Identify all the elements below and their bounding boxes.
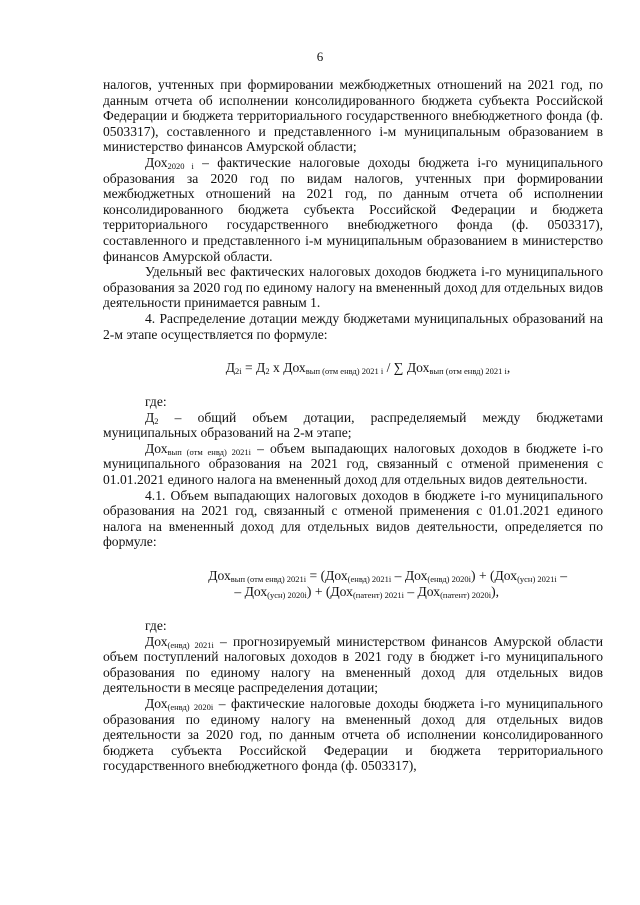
paragraph-continuation: налогов, учтенных при формировании межбюджетных отношений на 2021 год, по данным отчета об исполнении консолидированного бюджета субъекта Российской Федерации и бюджета территориального государственного внебюджетного фонда (ф. 0503317), составленного и представленного i-м муниципальным образованием в министерство финансов Амурской области; xyxy=(103,77,603,155)
term-dox: Дох xyxy=(145,633,168,649)
term-dox: Дох xyxy=(145,440,168,456)
term-subscript: вып (отм енвд) 2021i xyxy=(167,446,251,457)
term-subscript: 2 xyxy=(154,415,159,426)
formula-distribution: $Д_{2i} = Д_2$ х Дох$_{вып (отм енвд) 2021 i}$ / ∑ Дох$_{вып (отм енвд) 2021 i}$, xyxy=(225,360,511,377)
definition-text: – фактические налоговые доходы бюджета i-го муниципального образования по единому налогу на вмененный доход для отдельных видов деятельности за 2020 год, по данным отчета об исполнении консолидированного бюджета субъекта Российской Федерации и бюджета территориального государственного внебюджетного фонда (ф. 0503317), xyxy=(103,696,603,774)
paragraph-envd-2021-definition xyxy=(103,634,603,696)
where-label-2: где: xyxy=(145,618,167,634)
formula-lost-revenue-line1: Дох$_{вып (отм енвд) 2021i}$ = (Дох$_{(енвд) 2021i}$ – Дох$_{(енвд) 2020i}$) + (Дох$_{(усн) 2021i}$ – xyxy=(208,568,567,585)
paragraph-section-4: 4. Распределение дотации между бюджетами муниципальных образований на 2-м этапе осуществляется по формуле: xyxy=(103,310,603,342)
document-body xyxy=(103,77,603,774)
term-subscript: (енвд) 2020i xyxy=(167,702,214,712)
where-label: где: xyxy=(145,394,167,410)
paragraph-d2-definition xyxy=(103,410,603,441)
page-number: 6 xyxy=(316,49,324,64)
paragraph-specific-weight: Удельный вес фактических налоговых доходов бюджета i-го муниципального образования за 2020 год по единому налогу на вмененный доход для отдельных видов деятельности принимается равным 1. xyxy=(103,264,603,311)
formula-lost-revenue-line2: – Дох$_{(усн) 2020i}$) + (Дох$_{(патент) 2021i}$ – Дох$_{(патент) 2020i}$), xyxy=(234,584,499,601)
definition-text: – объем выпадающих налоговых доходов в бюджете i-го муниципального образования на 2021 год, связанный с отменой применения с 01.01.2021 единого налога на вмененный доход для отдельных видов деятельности. xyxy=(103,440,603,488)
paragraph-envd-2020-definition xyxy=(103,696,603,774)
definition-text: – прогнозируемый министерством финансов Амурской области объем поступлений налоговых доходов в 2021 году в бюджет i-го муниципального образования по единому налогу на вмененный доход для отдельных видов деятельности в месяце распределения дотации; xyxy=(103,633,603,696)
paragraph-dox-vyp-definition xyxy=(103,441,603,488)
definition-text: – общий объем дотации, распределяемый между бюджетами муниципальных образований на 2-м этапе; xyxy=(103,409,603,441)
paragraph-section-4-1: 4.1. Объем выпадающих налоговых доходов в бюджете i-го муниципального образования на 2021 год, связанный с отменой применения с 01.01.2021 единого налога на вмененный доход для отдельных видов деятельности, определяется по формуле: xyxy=(103,487,603,550)
definition-text: – фактические налоговые доходы бюджета i-го муниципального образования за 2020 год по видам налогов, учтенных при формировании межбюджетных отношений на 2021 год, по данным отчета об исполнении консолидированного бюджета субъекта Российской Федерации и бюджета территориального государственного внебюджетного фонда (ф. 0503317), составленного и представленного i-м муниципальным образованием в министерство финансов Амурской области. xyxy=(103,154,603,264)
term-subscript: (енвд) 2021i xyxy=(167,639,214,650)
paragraph-dox-2020 xyxy=(103,155,603,264)
term-subscript: 2020 i xyxy=(167,160,194,171)
term-d: Д xyxy=(145,409,155,425)
term-dox: Дох xyxy=(145,154,168,170)
term-dox: Дох xyxy=(145,696,168,711)
